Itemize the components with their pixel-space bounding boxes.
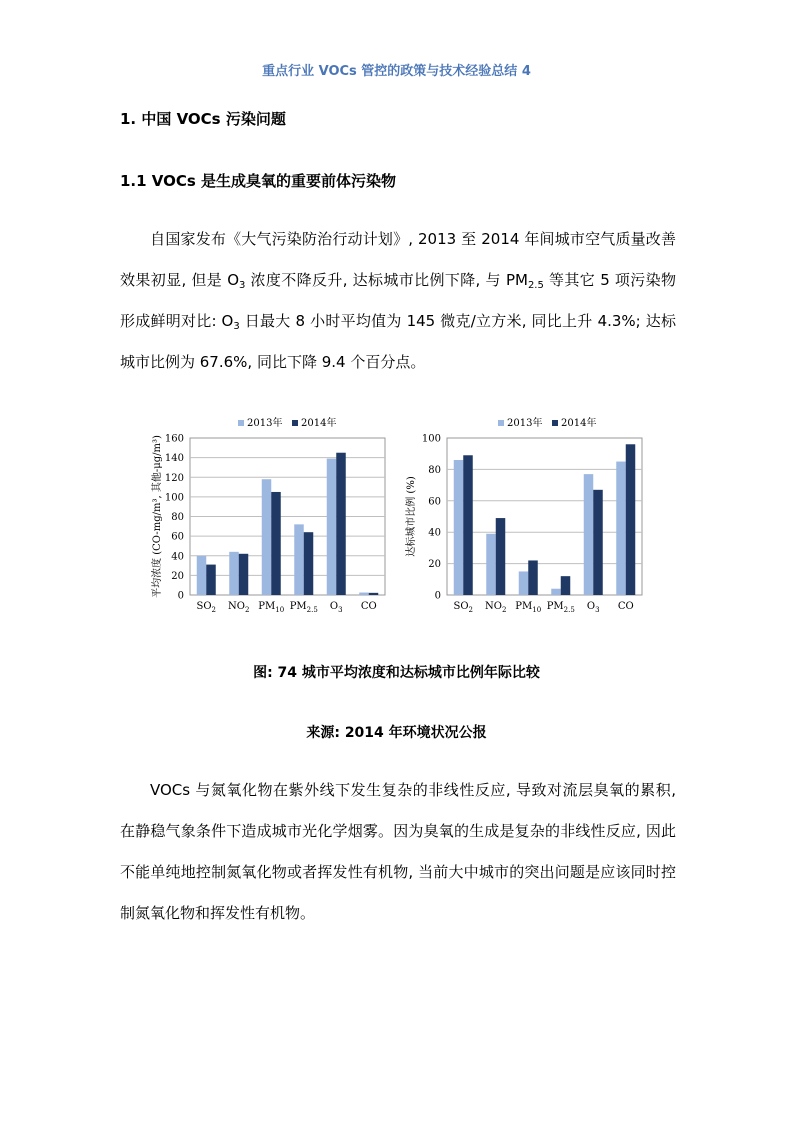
chart-0-legend-swatch [238,420,244,426]
paragraph-2: VOCs 与氮氧化物在紫外线下发生复杂的非线性反应, 导致对流层臭氧的累积, 在静稳气象条件下造成城市光化学烟雾。因为臭氧的生成是复杂的非线性反应, 因此不能单纯地控制氮氧化物或者挥发性有机物, 当前大中城市的突出问题是应该同时控制氮氧化物和挥发性有机物。 [120,781,676,922]
chart-1-xtick-label: $NO_2$ [485,601,507,614]
chart-1-bar-2014 [561,576,571,595]
chart-1-legend-swatch [498,420,504,426]
chart-1-ytick-label: 80 [428,464,441,476]
chart-0-ytick-label: 20 [171,570,184,582]
chart-0-legend-label: 2013年 [247,418,283,429]
chart-0-xtick-label: $PM_{2.5}$ [289,601,318,614]
chart-1-bar-2014 [463,455,473,595]
chart-1-bar-2013 [551,589,561,595]
chart-1-legend-label: 2014年 [561,418,597,429]
chart-0-bar-2013 [197,556,207,595]
chart-0-xtick-label: $SO_2$ [196,601,217,614]
chart-1-bar-2013 [486,534,496,595]
chart-1-bar-2013 [454,460,464,595]
chart-1-plot-frame [447,438,642,595]
chart-0-ytick-label: 160 [164,433,184,445]
chart-0-bar-2014 [206,565,216,595]
chart-0-bar-2014 [239,554,249,595]
chart-1-ylabel: 达标城市比例 (%) [406,476,417,557]
chart-1-bar-2013 [616,462,626,595]
chart-0-bar-2014 [369,593,379,595]
section-heading-1: 1. 中国 VOCs 污染问题 [120,110,286,128]
chart-1-legend-swatch [552,420,558,426]
chart-0-bar-2013 [359,593,369,595]
chart-0-ylabel: 平均浓度 (CO-mg/m³, 其他-μg/m³) [152,435,163,598]
chart-1-ytick-label: 20 [428,559,441,571]
page-header: 重点行业 VOCs 管控的政策与技术经验总结 4 [262,64,531,79]
chart-0-bar-2014 [336,453,346,595]
chart-1-xtick-label: $O_3$ [586,601,600,614]
chart-1-bar-2014 [528,560,538,595]
chart-1-xtick-label: $SO_2$ [453,601,474,614]
chart-1-bar-2014 [626,444,636,595]
chart-1-ytick-label: 60 [428,496,441,508]
chart-0-bar-2013 [327,459,337,595]
figure-caption: 图: 74 城市平均浓度和达标城市比例年际比较 [253,665,540,681]
chart-1-xtick-label: $PM_{10}$ [515,601,542,614]
chart-0-ytick-label: 100 [164,492,184,504]
figure-source: 来源: 2014 年环境状况公报 [306,725,487,741]
chart-1-bar-2013 [584,474,594,595]
chart-1-ytick-label: 40 [428,527,441,539]
section-heading-1-1: 1.1 VOCs 是生成臭氧的重要前体污染物 [120,172,397,190]
chart-0-xtick-label: CO [360,601,377,612]
chart-0-legend-label: 2014年 [301,418,337,429]
chart-0-bar-2014 [304,532,314,595]
chart-0-bar-2013 [262,479,272,595]
chart-0-bar-2013 [294,524,304,595]
chart-1-bar-2013 [519,571,529,595]
chart-0-legend-swatch [292,420,298,426]
chart-1-xtick-label: $PM_{2.5}$ [546,601,575,614]
chart-0-bar-2014 [271,492,281,595]
chart-1-bar-2014 [496,518,506,595]
chart-0-ytick-label: 40 [171,551,184,563]
chart-0-ytick-label: 60 [171,531,184,543]
chart-1-legend-label: 2013年 [507,418,543,429]
chart-1-ytick-label: 100 [421,433,441,445]
chart-0-bar-2013 [229,552,239,595]
paragraph-1: 自国家发布《大气污染防治行动计划》, 2013 至 2014 年间城市空气质量改善效果初显, 但是 $O_3$ 浓度不降反升, 达标城市比例下降, 与 $PM_{2.5}$ 等其它 5 项污染物形成鲜明对比: $O_3$ 日最大 8 小时平均值为 145 微克/立方米, 同比上升 4.3%; 达标城市比例为 67.6%, 同比下降 9.4 个百分点。 [120,230,676,371]
chart-0-ytick-label: 140 [164,453,184,465]
chart-1-ytick-label: 0 [434,590,441,602]
chart-1-bar-2014 [593,490,603,595]
chart-0-ytick-label: 0 [177,590,184,602]
chart-0-xtick-label: $PM_{10}$ [258,601,285,614]
chart-0-xtick-label: $NO_2$ [228,601,250,614]
chart-1-xtick-label: CO [617,601,634,612]
chart-0-ytick-label: 120 [164,472,184,484]
chart-0-xtick-label: $O_3$ [329,601,343,614]
chart-0-ytick-label: 80 [171,512,184,523]
